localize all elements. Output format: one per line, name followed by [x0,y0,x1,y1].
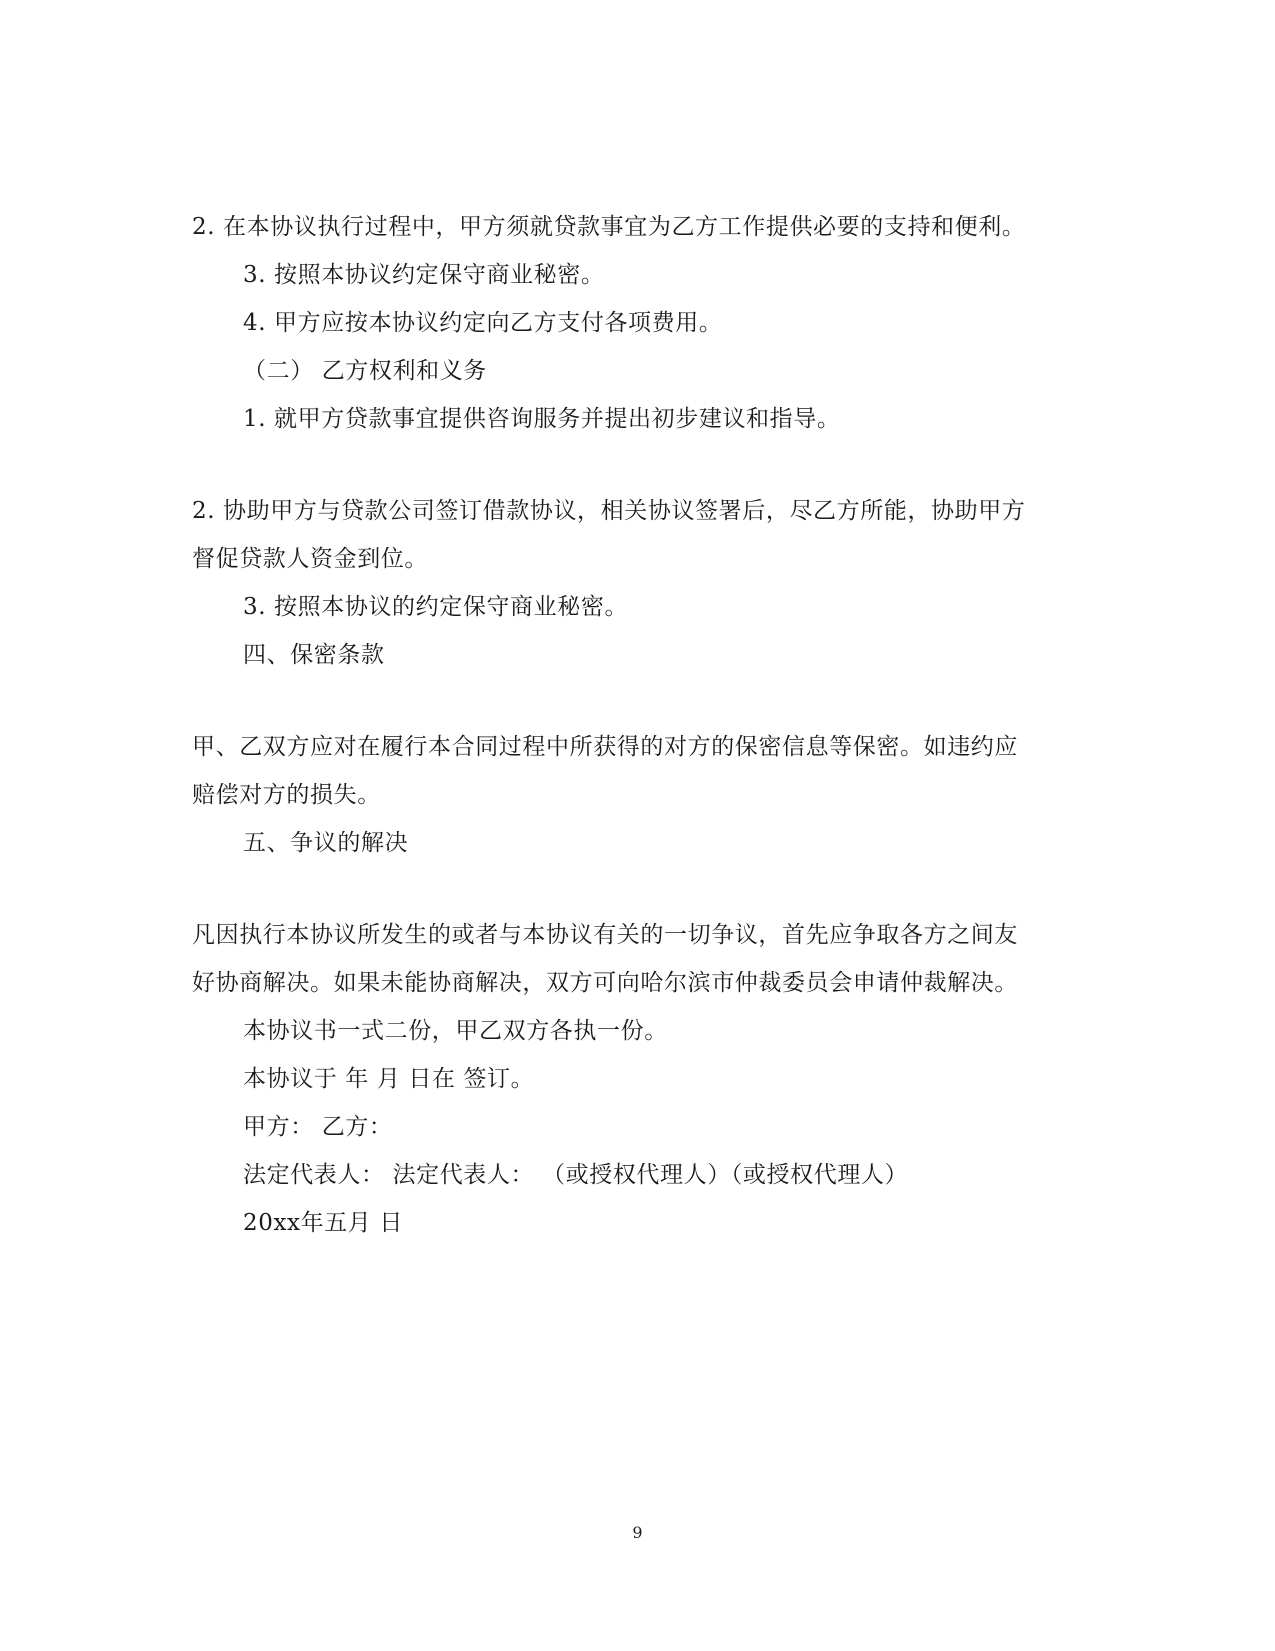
section-heading: 五、争议的解决 [243,830,409,856]
paragraph-line: 凡因执行本协议所发生的或者与本协议有关的一切争议，首先应争取各方之间友 [192,922,1018,948]
paragraph-line: 2. 在本协议执行过程中，甲方须就贷款事宜为乙方工作提供必要的支持和便利。 [192,214,1026,240]
paragraph-line: 2. 协助甲方与贷款公司签订借款协议，相关协议签署后，尽乙方所能，协助甲方 [192,498,1026,524]
section-heading: 四、保密条款 [243,642,385,668]
paragraph-line: 1. 就甲方贷款事宜提供咨询服务并提出初步建议和指导。 [243,406,841,432]
paragraph-line: 3. 按照本协议约定保守商业秘密。 [243,262,605,288]
paragraph-line: 赔偿对方的损失。 [192,782,381,808]
paragraph-line: 本协议书一式二份，甲乙双方各执一份。 [243,1018,668,1044]
paragraph-line: 好协商解决。如果未能协商解决，双方可向哈尔滨市仲裁委员会申请仲裁解决。 [192,970,1018,996]
paragraph-line: 甲、乙双方应对在履行本合同过程中所获得的对方的保密信息等保密。如违约应 [192,734,1018,760]
paragraph-line: 督促贷款人资金到位。 [192,546,428,572]
page-number: 9 [632,1523,643,1542]
date-line: 20xx年五月 日 [243,1210,403,1236]
section-heading: （二） 乙方权利和义务 [243,358,487,384]
representative-line: 法定代表人： 法定代表人： （或授权代理人）（或授权代理人） [243,1162,909,1188]
paragraph-line: 4. 甲方应按本协议约定向乙方支付各项费用。 [243,310,723,336]
paragraph-line: 3. 按照本协议的约定保守商业秘密。 [243,594,629,620]
signing-date-line: 本协议于 年 月 日在 签订。 [243,1066,535,1092]
party-line: 甲方： 乙方： [243,1114,393,1140]
